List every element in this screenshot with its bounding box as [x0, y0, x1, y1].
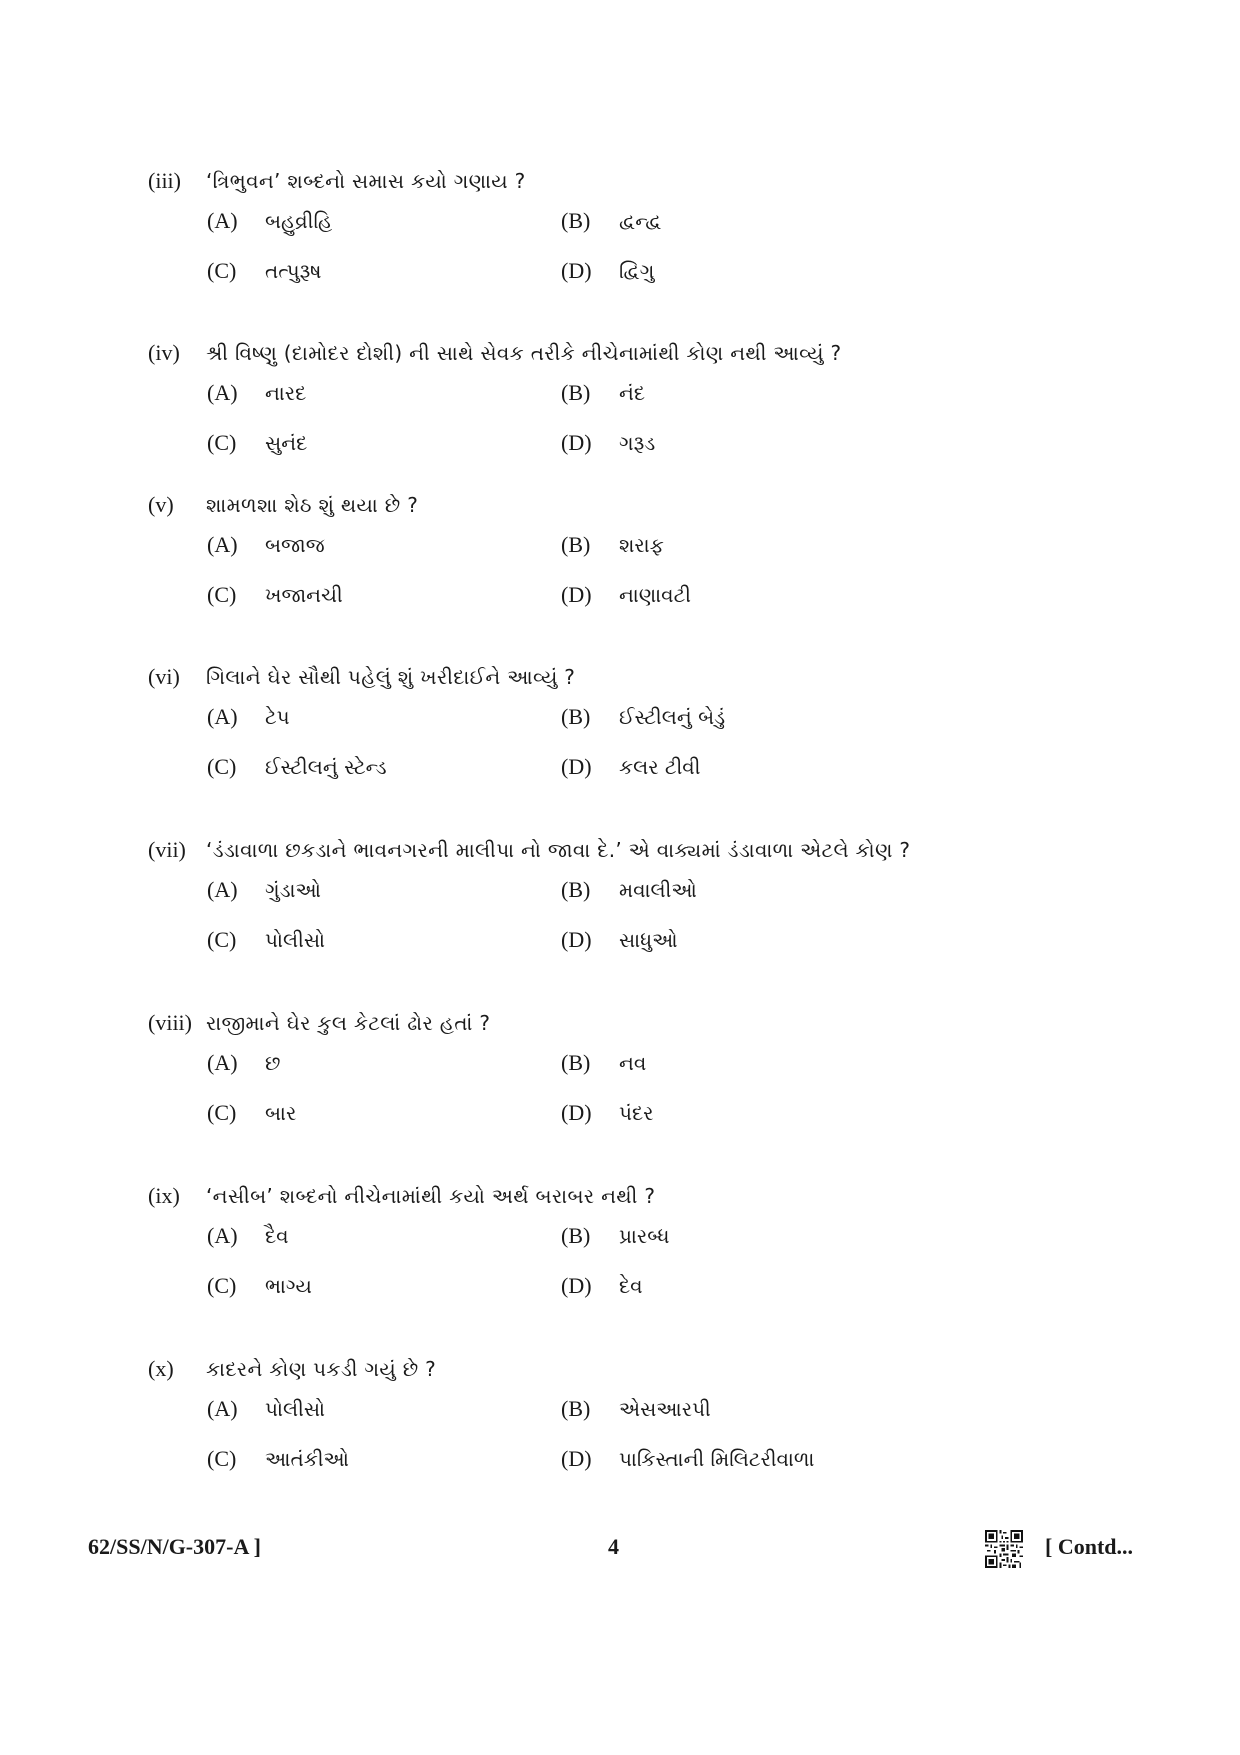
option-text: એસઆરપી [619, 1397, 711, 1421]
option-letter: (C) [207, 1100, 237, 1125]
option-letter: (D) [561, 754, 592, 779]
question-ix [148, 1183, 1108, 1323]
option-letter: (A) [207, 704, 238, 729]
option-text: મવાલીઓ [619, 878, 697, 902]
option-text: સુનંદ [265, 431, 308, 455]
question-number: (iv) [148, 340, 180, 365]
option-letter: (D) [561, 430, 592, 455]
option-d [561, 430, 915, 456]
option-text: પોલીસો [265, 1397, 326, 1421]
question-v [148, 492, 1108, 632]
option-c [207, 430, 561, 456]
question-x [148, 1356, 1108, 1496]
question-iii [148, 168, 1108, 308]
option-d [561, 1446, 915, 1472]
option-letter: (B) [561, 704, 591, 729]
question-text: શ્રી વિષ્ણુ (દામોદર દોશી) ની સાથે સેવક તરીકે નીચેનામાંથી કોણ નથી આવ્યું ? [206, 341, 842, 365]
question-text: ‘નસીબ’ શબ્દનો નીચેનામાંથી કયો અર્થ બરાબર નથી ? [206, 1184, 656, 1208]
option-text: પોલીસો [265, 928, 326, 952]
question-number: (vi) [148, 664, 180, 689]
option-b [561, 1396, 915, 1422]
option-text: આતંકીઓ [265, 1447, 349, 1471]
option-text: બાર [265, 1101, 297, 1125]
question-number: (ix) [148, 1183, 180, 1208]
option-letter: (A) [207, 877, 238, 902]
option-d [561, 582, 915, 608]
option-a [207, 532, 561, 558]
option-d [561, 1273, 915, 1299]
option-letter: (C) [207, 927, 237, 952]
question-vi [148, 664, 1108, 804]
option-letter: (A) [207, 208, 238, 233]
option-text: સાધુઓ [619, 928, 678, 952]
question-vii [148, 837, 1108, 977]
option-b [561, 532, 915, 558]
option-text: પ્રારબ્ધ [619, 1224, 670, 1248]
option-c [207, 754, 561, 780]
option-letter: (C) [207, 258, 237, 283]
option-letter: (D) [561, 927, 592, 952]
page-footer [0, 1530, 1240, 1570]
option-text: ગરૂડ [619, 431, 656, 455]
option-text: દ્વિગુ [619, 259, 655, 283]
question-iv [148, 340, 1108, 480]
question-viii [148, 1010, 1108, 1150]
question-text: રાજીમાને ઘેર કુલ કેટલાં ઢોર હતાં ? [206, 1011, 491, 1035]
question-number: (v) [148, 492, 174, 517]
option-letter: (D) [561, 1100, 592, 1125]
option-letter: (A) [207, 1050, 238, 1075]
option-letter: (A) [207, 380, 238, 405]
option-text: ભાગ્ય [265, 1274, 312, 1298]
option-c [207, 258, 561, 284]
question-text: ‘ત્રિભુવન’ શબ્દનો સમાસ કયો ગણાય ? [206, 169, 526, 193]
option-text: નાણાવટી [619, 583, 691, 607]
option-letter: (A) [207, 532, 238, 557]
option-letter: (D) [561, 258, 592, 283]
option-letter: (B) [561, 532, 591, 557]
option-text: નંદ [619, 381, 646, 405]
paper-code: 62/SS/N/G-307-A ] [88, 1534, 261, 1559]
option-letter: (C) [207, 430, 237, 455]
option-text: ઈસ્ટીલનું બેડું [619, 705, 726, 729]
option-text: બહુવ્રીહિ [265, 209, 333, 233]
option-c [207, 1446, 561, 1472]
option-a [207, 877, 561, 903]
question-text: ગિલાને ઘેર સૌથી પહેલું શું ખરીદાઈને આવ્યું ? [206, 665, 576, 689]
option-text: તત્પુરૂષ [265, 259, 322, 283]
question-number: (iii) [148, 168, 181, 193]
option-d [561, 1100, 915, 1126]
option-text: છ [265, 1051, 281, 1075]
option-c [207, 582, 561, 608]
option-letter: (C) [207, 582, 237, 607]
qr-code-icon [985, 1530, 1023, 1568]
option-letter: (A) [207, 1223, 238, 1248]
option-letter: (B) [561, 877, 591, 902]
option-letter: (B) [561, 208, 591, 233]
option-b [561, 704, 915, 730]
option-text: દેવ [619, 1274, 643, 1298]
option-letter: (D) [561, 1446, 592, 1471]
question-number: (vii) [148, 837, 186, 862]
option-a [207, 1396, 561, 1422]
option-text: નવ [619, 1051, 647, 1075]
option-letter: (C) [207, 754, 237, 779]
option-b [561, 877, 915, 903]
option-text: પંદર [619, 1101, 654, 1125]
option-letter: (C) [207, 1446, 237, 1471]
option-letter: (D) [561, 582, 592, 607]
question-number: (viii) [148, 1010, 192, 1035]
option-letter: (C) [207, 1273, 237, 1298]
option-text: નારદ [265, 381, 307, 405]
option-text: ઈસ્ટીલનું સ્ટેન્ડ [265, 755, 387, 779]
option-c [207, 1273, 561, 1299]
option-text: દ્વન્દ્વ [619, 209, 662, 233]
option-a [207, 380, 561, 406]
option-d [561, 258, 915, 284]
option-text: ગુંડાઓ [265, 878, 321, 902]
option-letter: (D) [561, 1273, 592, 1298]
option-b [561, 380, 915, 406]
option-letter: (B) [561, 1050, 591, 1075]
option-a [207, 1223, 561, 1249]
option-text: બજાજ [265, 533, 325, 557]
option-c [207, 927, 561, 953]
option-letter: (A) [207, 1396, 238, 1421]
question-text: ‘ડંડાવાળા છકડાને ભાવનગરની માલીપા નો જાવા દે.’ એ વાક્યમાં ડંડાવાળા એટલે કોણ ? [206, 838, 911, 862]
option-text: ટેપ [265, 705, 290, 729]
option-text: કલર ટીવી [619, 755, 701, 779]
option-d [561, 927, 915, 953]
option-b [561, 208, 915, 234]
question-text: કાદરને કોણ પકડી ગયું છે ? [206, 1357, 437, 1381]
option-b [561, 1050, 915, 1076]
option-a [207, 208, 561, 234]
option-text: ખજાનચી [265, 583, 343, 607]
option-letter: (B) [561, 1396, 591, 1421]
continued-marker: [ Contd... [1045, 1534, 1134, 1559]
option-letter: (B) [561, 380, 591, 405]
question-text: શામળશા શેઠ શું થયા છે ? [206, 493, 419, 517]
option-a [207, 704, 561, 730]
option-a [207, 1050, 561, 1076]
question-number: (x) [148, 1356, 174, 1381]
option-text: પાકિસ્તાની મિલિટરીવાળા [619, 1447, 815, 1471]
option-d [561, 754, 915, 780]
option-c [207, 1100, 561, 1126]
option-b [561, 1223, 915, 1249]
option-letter: (B) [561, 1223, 591, 1248]
page-number: 4 [608, 1534, 619, 1559]
option-text: શરાફ [619, 533, 664, 557]
option-text: દૈવ [265, 1224, 289, 1248]
